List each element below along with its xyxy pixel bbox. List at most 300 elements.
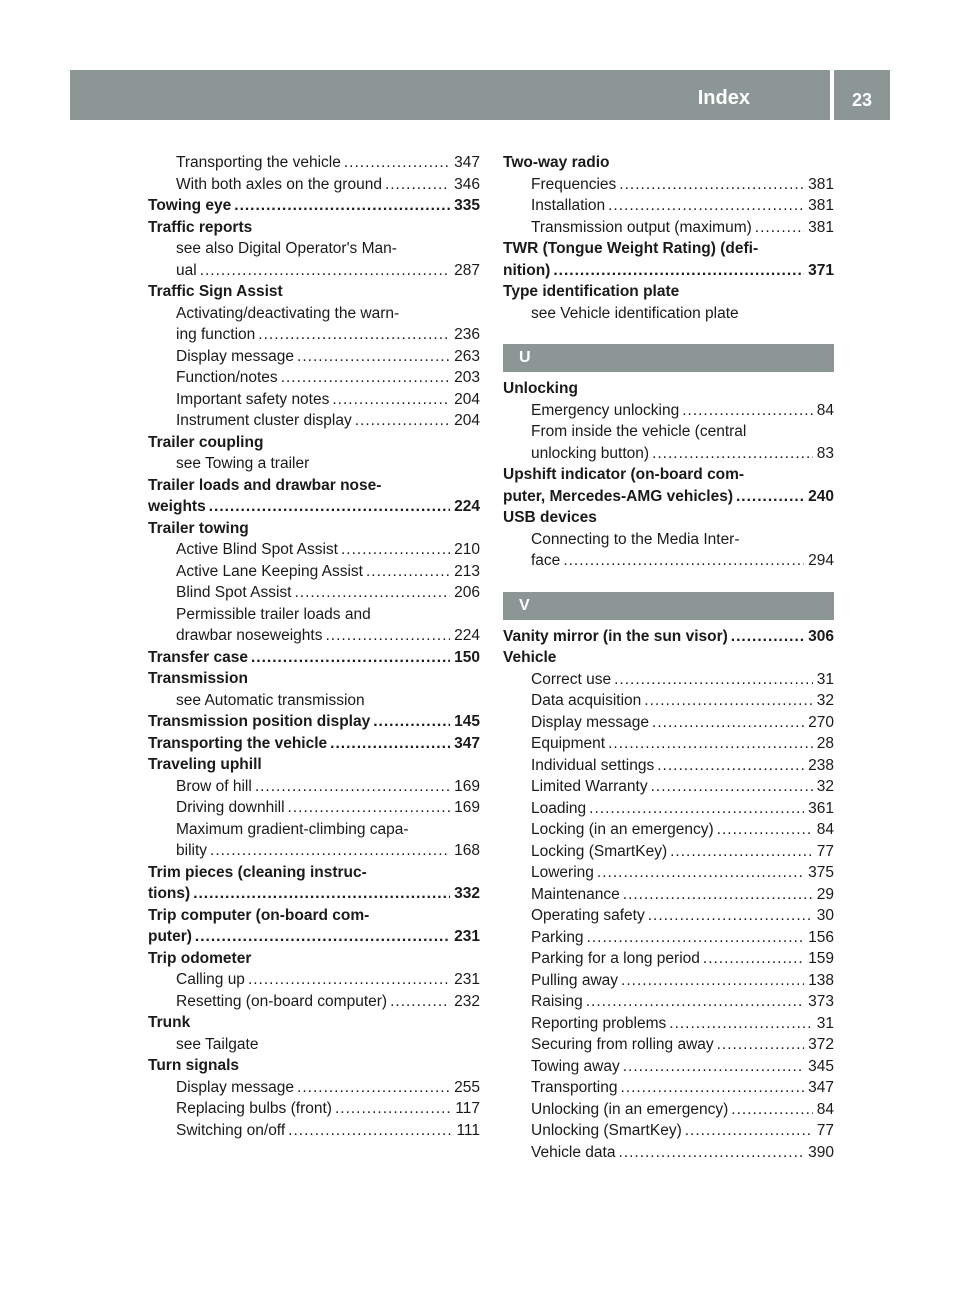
page-reference[interactable]: 240 — [808, 487, 834, 505]
dot-leader — [623, 1056, 804, 1078]
dot-leader — [553, 260, 804, 282]
entry-label: face — [531, 552, 561, 569]
entry-label: Trip computer (on-board com- — [148, 906, 370, 924]
dot-leader — [255, 776, 450, 798]
index-subentry[interactable] — [148, 840, 480, 862]
entry-label: Display message — [531, 713, 650, 731]
page-reference[interactable]: 332 — [454, 885, 480, 902]
dot-leader — [619, 174, 804, 196]
entry-label: From inside the vehicle (central — [531, 423, 747, 440]
index-subentry[interactable] — [503, 905, 834, 927]
page-reference[interactable]: 156 — [808, 928, 834, 946]
index-subentry[interactable] — [503, 217, 834, 239]
index-subentry[interactable] — [148, 1077, 480, 1099]
index-entry — [503, 507, 834, 529]
page-reference[interactable]: 117 — [455, 1100, 480, 1117]
dot-leader — [731, 1099, 812, 1121]
page-reference[interactable]: 270 — [808, 713, 834, 731]
index-entry[interactable] — [148, 647, 480, 669]
entry-label: drawbar noseweights — [176, 627, 323, 644]
index-subentry — [148, 303, 480, 325]
dot-leader — [297, 346, 450, 368]
entry-label: Calling up — [176, 971, 245, 988]
dot-leader — [210, 840, 450, 862]
index-subentry[interactable] — [503, 1099, 834, 1121]
page-reference[interactable]: 77 — [816, 1122, 834, 1139]
dot-leader — [390, 991, 450, 1013]
dot-leader — [344, 152, 450, 174]
index-subentry[interactable] — [503, 195, 834, 217]
dot-leader — [258, 324, 450, 346]
entry-label: Locking (SmartKey) — [531, 842, 668, 860]
entry-label: Equipment — [531, 735, 606, 752]
index-subentry[interactable] — [148, 324, 480, 346]
index-subentry — [503, 529, 834, 551]
entry-label: Brow of hill — [176, 777, 252, 795]
dot-leader — [652, 443, 813, 465]
index-entry — [503, 238, 834, 260]
page-reference[interactable]: 231 — [454, 928, 480, 945]
index-subentry[interactable] — [503, 733, 834, 755]
page-reference[interactable]: 169 — [454, 777, 480, 795]
page-reference[interactable]: 84 — [816, 1100, 834, 1118]
dot-leader — [248, 969, 450, 991]
index-subentry[interactable] — [148, 776, 480, 798]
page-reference[interactable]: 29 — [816, 885, 834, 903]
dot-leader — [685, 1120, 813, 1142]
dot-leader — [209, 496, 450, 518]
index-entry — [503, 378, 834, 400]
page-reference[interactable]: 381 — [808, 175, 834, 193]
page-reference[interactable]: 371 — [808, 261, 834, 279]
index-subentry[interactable] — [503, 1077, 834, 1099]
index-column-right — [503, 152, 834, 1163]
page-number: 23 — [834, 70, 890, 120]
entry-label: ual — [176, 261, 197, 279]
page-reference[interactable]: 203 — [454, 369, 480, 386]
entry-label: TWR (Tongue Weight Rating) (defi- — [503, 240, 759, 257]
entry-label: Display message — [176, 1078, 295, 1096]
index-subentry[interactable] — [148, 582, 480, 604]
index-subentry[interactable] — [503, 400, 834, 422]
entry-label: Active Lane Keeping Assist — [176, 562, 363, 580]
entry-label: Maximum gradient-climbing capa- — [176, 820, 409, 838]
page-reference[interactable]: 224 — [454, 498, 480, 515]
index-subentry[interactable] — [503, 991, 834, 1013]
page-reference[interactable]: 390 — [808, 1143, 834, 1161]
entry-label: Transmission — [148, 670, 248, 687]
entry-label: Transporting the vehicle — [148, 734, 328, 752]
entry-label: Pulling away — [531, 971, 619, 989]
entry-label: Display message — [176, 347, 295, 365]
index-entry — [503, 281, 834, 303]
entry-label: Trip odometer — [148, 949, 252, 967]
page-reference[interactable]: 206 — [454, 584, 480, 601]
index-subentry[interactable] — [148, 367, 480, 389]
entry-label: Vehicle data — [531, 1143, 616, 1161]
index-subentry[interactable] — [148, 561, 480, 583]
page-reference[interactable]: 361 — [808, 799, 834, 817]
entry-label: Trunk — [148, 1014, 191, 1031]
dot-leader — [355, 410, 450, 432]
dot-leader — [717, 1034, 804, 1056]
dot-leader — [366, 561, 450, 583]
index-subentry[interactable] — [503, 884, 834, 906]
page-reference[interactable]: 84 — [816, 401, 834, 419]
page-reference[interactable]: 231 — [454, 971, 480, 988]
index-entry[interactable] — [148, 711, 480, 733]
index-entry — [148, 1055, 480, 1077]
dot-leader — [620, 1077, 804, 1099]
entry-label: Transfer case — [148, 648, 248, 666]
entry-label: Individual settings — [531, 756, 655, 774]
index-subentry — [148, 453, 480, 475]
entry-label: Unlocking (SmartKey) — [531, 1122, 682, 1139]
index-subentry[interactable] — [148, 389, 480, 411]
index-subentry — [503, 303, 834, 325]
header-bar — [70, 70, 830, 120]
entry-label: Vanity mirror (in the sun visor) — [503, 627, 728, 645]
dot-leader — [608, 733, 813, 755]
page-reference[interactable]: 306 — [808, 627, 834, 645]
entry-label: USB devices — [503, 509, 597, 526]
dot-leader — [657, 755, 804, 777]
entry-label: Instrument cluster display — [176, 412, 352, 429]
entry-label: Parking — [531, 928, 584, 946]
index-entry[interactable] — [148, 883, 480, 905]
index-entry[interactable] — [503, 486, 834, 508]
index-entry — [148, 217, 480, 239]
dot-leader — [200, 260, 450, 282]
index-entry[interactable] — [503, 260, 834, 282]
dot-leader — [288, 797, 451, 819]
entry-label: Lowering — [531, 864, 594, 881]
page-reference[interactable]: 347 — [454, 734, 480, 752]
page-reference[interactable]: 232 — [454, 992, 480, 1010]
dot-leader — [325, 625, 450, 647]
dot-leader — [755, 217, 804, 239]
entry-label: see Automatic transmission — [176, 691, 365, 709]
entry-label: see also Digital Operator's Man- — [176, 240, 397, 257]
index-subentry[interactable] — [503, 948, 834, 970]
page-reference[interactable]: 347 — [454, 154, 480, 171]
entry-label: Traffic reports — [148, 218, 253, 236]
entry-label: Locking (in an emergency) — [531, 821, 714, 838]
index-entry[interactable] — [503, 626, 834, 648]
index-subentry[interactable] — [503, 690, 834, 712]
page-reference[interactable]: 210 — [454, 541, 480, 558]
entry-label: Function/notes — [176, 369, 278, 386]
entry-label: Frequencies — [531, 175, 617, 193]
page-reference[interactable]: 345 — [808, 1057, 834, 1075]
entry-label: Transporting the vehicle — [176, 154, 341, 171]
entry-label: see Vehicle identification plate — [531, 304, 739, 322]
page-reference[interactable]: 83 — [816, 444, 834, 462]
entry-label: Traffic Sign Assist — [148, 283, 283, 300]
index-subentry[interactable] — [148, 969, 480, 991]
entry-label: Emergency unlocking — [531, 401, 680, 419]
dot-leader — [589, 798, 804, 820]
entry-label: Permissible trailer loads and — [176, 605, 371, 623]
entry-label: Activating/deactivating the warn- — [176, 304, 400, 322]
entry-label: unlocking button) — [531, 444, 650, 462]
entry-label: Trailer towing — [148, 519, 249, 537]
entry-label: bility — [176, 842, 208, 859]
dot-leader — [586, 991, 804, 1013]
entry-label: Installation — [531, 197, 606, 214]
index-subentry[interactable] — [148, 539, 480, 561]
page-reference[interactable]: 84 — [816, 821, 834, 838]
entry-label: puter, Mercedes-AMG vehicles) — [503, 487, 733, 505]
index-column-left — [148, 152, 480, 1141]
index-subentry — [148, 819, 480, 841]
entry-label: Transmission output (maximum) — [531, 218, 752, 236]
dot-leader — [281, 367, 450, 389]
page-reference[interactable]: 77 — [816, 842, 834, 860]
entry-label: see Tailgate — [176, 1035, 259, 1053]
dot-leader — [563, 550, 804, 572]
page-reference[interactable]: 238 — [808, 756, 834, 774]
index-entry — [148, 281, 480, 303]
dot-leader — [670, 841, 813, 863]
page-reference[interactable]: 346 — [454, 175, 480, 193]
index-subentry[interactable] — [503, 1056, 834, 1078]
page-reference[interactable]: 111 — [456, 1121, 480, 1139]
index-entry[interactable] — [148, 926, 480, 948]
entry-label: Upshift indicator (on-board com- — [503, 466, 745, 483]
entry-label: Switching on/off — [176, 1121, 286, 1139]
dot-leader — [703, 948, 804, 970]
page-header — [70, 70, 890, 120]
index-subentry[interactable] — [503, 669, 834, 691]
page-reference[interactable]: 138 — [808, 971, 834, 989]
entry-label: Trim pieces (cleaning instruc- — [148, 863, 367, 881]
page-reference[interactable]: 287 — [454, 261, 480, 279]
dot-leader — [648, 905, 813, 927]
entry-label: Towing away — [531, 1057, 620, 1075]
page-reference[interactable]: 213 — [454, 562, 480, 580]
page-reference[interactable]: 224 — [454, 627, 480, 644]
dot-leader — [736, 486, 804, 508]
entry-label: Trailer coupling — [148, 433, 264, 451]
index-subentry[interactable] — [503, 1013, 834, 1035]
entry-label: Data acquisition — [531, 692, 642, 709]
entry-label: Securing from rolling away — [531, 1036, 714, 1053]
dot-leader — [335, 1098, 451, 1120]
index-subentry[interactable] — [503, 1120, 834, 1142]
index-subentry[interactable] — [503, 1034, 834, 1056]
page-reference[interactable]: 30 — [816, 907, 834, 924]
index-subentry[interactable] — [503, 862, 834, 884]
page-reference[interactable]: 28 — [816, 735, 834, 752]
page-reference[interactable]: 372 — [808, 1036, 834, 1053]
entry-label: Important safety notes — [176, 390, 330, 408]
dot-leader — [385, 174, 450, 196]
dot-leader — [193, 883, 450, 905]
index-entry — [148, 862, 480, 884]
entry-label: Driving downhill — [176, 799, 285, 816]
page-reference[interactable]: 347 — [808, 1079, 834, 1096]
entry-label: With both axles on the ground — [176, 175, 382, 193]
page-reference[interactable]: 150 — [454, 648, 480, 666]
dot-leader — [297, 1077, 450, 1099]
index-entry — [148, 475, 480, 497]
entry-label: Raising — [531, 993, 583, 1010]
dot-leader — [587, 927, 805, 949]
index-subentry[interactable] — [503, 927, 834, 949]
entry-label: see Towing a trailer — [176, 455, 310, 472]
page-reference[interactable]: 204 — [454, 390, 480, 408]
index-subentry — [148, 238, 480, 260]
dot-leader — [652, 712, 804, 734]
page-reference[interactable]: 255 — [454, 1078, 480, 1096]
page-reference[interactable]: 32 — [816, 778, 834, 795]
entry-label: Replacing bulbs (front) — [176, 1100, 332, 1117]
dot-leader — [682, 400, 813, 422]
page-reference[interactable]: 373 — [808, 993, 834, 1010]
index-subentry — [148, 1034, 480, 1056]
index-entry — [503, 464, 834, 486]
entry-label: puter) — [148, 928, 192, 945]
page-reference[interactable]: 159 — [808, 950, 834, 967]
page-reference[interactable]: 375 — [808, 864, 834, 881]
entry-label: Transmission position display — [148, 713, 371, 730]
entry-label: Active Blind Spot Assist — [176, 541, 338, 558]
dot-leader — [669, 1013, 812, 1035]
dot-leader — [330, 733, 450, 755]
dot-leader — [623, 884, 813, 906]
entry-label: Turn signals — [148, 1057, 240, 1074]
page-reference[interactable]: 31 — [816, 670, 834, 688]
index-subentry[interactable] — [503, 841, 834, 863]
page-reference[interactable]: 381 — [808, 197, 834, 214]
entry-label: Vehicle — [503, 649, 557, 666]
dot-leader — [597, 862, 804, 884]
index-subentry[interactable] — [148, 410, 480, 432]
entry-label: Resetting (on-board computer) — [176, 992, 388, 1010]
dot-leader — [288, 1120, 452, 1142]
page-reference[interactable]: 294 — [808, 552, 834, 569]
index-subentry[interactable] — [148, 174, 480, 196]
index-entry — [148, 905, 480, 927]
dot-leader — [731, 626, 804, 648]
header-title: Index — [697, 87, 750, 109]
dot-leader — [651, 776, 813, 798]
entry-label: Connecting to the Media Inter- — [531, 530, 740, 548]
index-subentry — [148, 604, 480, 626]
index-subentry[interactable] — [148, 152, 480, 174]
section-letter: V — [503, 592, 834, 620]
dot-leader — [332, 389, 450, 411]
index-entry — [148, 668, 480, 690]
dot-leader — [195, 926, 450, 948]
entry-label: Two-way radio — [503, 154, 610, 171]
dot-leader — [608, 195, 804, 217]
index-entry — [148, 754, 480, 776]
page-reference[interactable]: 31 — [816, 1014, 834, 1032]
entry-label: Unlocking — [503, 380, 578, 397]
index-subentry[interactable] — [503, 819, 834, 841]
page-reference[interactable]: 204 — [454, 412, 480, 429]
index-subentry[interactable] — [503, 174, 834, 196]
index-entry — [503, 647, 834, 669]
dot-leader — [373, 711, 450, 733]
index-subentry[interactable] — [503, 798, 834, 820]
entry-label: Loading — [531, 799, 587, 817]
page-reference[interactable]: 263 — [454, 347, 480, 365]
index-entry[interactable] — [148, 496, 480, 518]
entry-label: ing function — [176, 326, 256, 343]
page-reference[interactable]: 236 — [454, 326, 480, 343]
page-reference[interactable]: 335 — [454, 197, 480, 214]
index-subentry[interactable] — [503, 970, 834, 992]
index-subentry[interactable] — [148, 346, 480, 368]
entry-label: Reporting problems — [531, 1014, 667, 1032]
entry-label: Maintenance — [531, 885, 620, 903]
dot-leader — [614, 669, 813, 691]
index-subentry[interactable] — [148, 260, 480, 282]
entry-label: Limited Warranty — [531, 778, 648, 795]
index-subentry[interactable] — [148, 1098, 480, 1120]
dot-leader — [644, 690, 812, 712]
entry-label: Type identification plate — [503, 283, 680, 300]
section-letter: U — [503, 344, 834, 372]
entry-label: Operating safety — [531, 907, 645, 924]
index-subentry[interactable] — [503, 1142, 834, 1164]
index-subentry[interactable] — [503, 550, 834, 572]
page-reference[interactable]: 145 — [454, 713, 480, 730]
entry-label: Parking for a long period — [531, 950, 700, 967]
index-entry — [148, 1012, 480, 1034]
entry-label: Correct use — [531, 670, 612, 688]
dot-leader — [717, 819, 813, 841]
index-subentry[interactable] — [148, 1120, 480, 1142]
page-reference[interactable]: 168 — [454, 842, 480, 859]
dot-leader — [251, 647, 450, 669]
entry-label: Trailer loads and drawbar nose- — [148, 476, 382, 494]
dot-leader — [294, 582, 450, 604]
entry-label: Unlocking (in an emergency) — [531, 1100, 729, 1118]
dot-leader — [621, 970, 804, 992]
index-entry — [148, 432, 480, 454]
index-entry[interactable] — [148, 733, 480, 755]
index-subentry[interactable] — [503, 755, 834, 777]
entry-label: nition) — [503, 261, 551, 279]
entry-label: weights — [148, 498, 206, 515]
entry-label: tions) — [148, 885, 191, 902]
index-subentry[interactable] — [148, 991, 480, 1013]
entry-label: Traveling uphill — [148, 756, 262, 773]
index-entry — [148, 948, 480, 970]
page-reference[interactable]: 381 — [808, 218, 834, 236]
page-reference[interactable]: 32 — [816, 692, 834, 709]
dot-leader — [341, 539, 450, 561]
index-subentry[interactable] — [148, 797, 480, 819]
entry-label: Towing eye — [148, 197, 232, 214]
dot-leader — [234, 195, 450, 217]
entry-label: Blind Spot Assist — [176, 584, 292, 601]
index-subentry — [503, 421, 834, 443]
page-reference[interactable]: 169 — [454, 799, 480, 816]
index-subentry[interactable] — [148, 625, 480, 647]
index-subentry[interactable] — [503, 776, 834, 798]
dot-leader — [618, 1142, 804, 1164]
index-entry[interactable] — [148, 195, 480, 217]
index-entry — [148, 518, 480, 540]
index-subentry[interactable] — [503, 712, 834, 734]
index-subentry[interactable] — [503, 443, 834, 465]
index-subentry — [148, 690, 480, 712]
